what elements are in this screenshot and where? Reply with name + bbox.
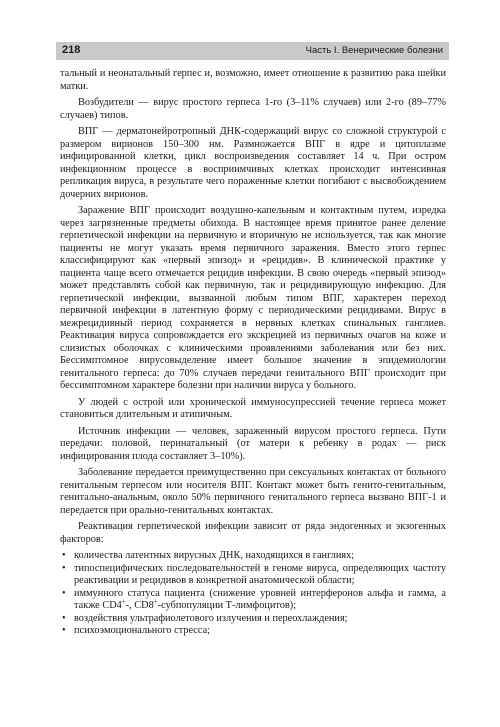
immune-text-after: -субпопуляции Т-лимфоцитов); — [157, 600, 297, 611]
immune-text-before: иммунного статуса пациента (снижение уровней интерферонов альфа и гамма, а также CD4 — [74, 587, 446, 611]
paragraph: Реактивация герпетической инфекции зависит от ряда эндогенных и экзогенных факторов: — [60, 521, 446, 545]
superscript-plus: + — [153, 597, 158, 606]
factor-list — [60, 550, 446, 638]
paragraph: тальный и неонатальный герпес и, возможно, имеет отношение к развитию рака шейки матки. — [60, 68, 446, 92]
list-item: • психоэмоционального стресса; — [60, 625, 446, 638]
page-number: 218 — [62, 44, 81, 56]
immune-text-middle: -, CD8 — [125, 600, 154, 611]
page-body — [60, 68, 446, 638]
paragraph: ВПГ — дерматонейротропный ДНК-содержащий вирус со сложной структурой с размером вирионов 150–300 нм. Размножается ВПГ в ядре и цитоплазме инфицированной клетки, цикл воспроизведения составляет 14 ч. При остром инфекционном процессе в восприимчивых клетках происходит интенсивная репликация вируса, в результате чего пораженные клетки погибают с высвобождением дочерних вирионов. — [60, 126, 446, 200]
paragraph: У людей с острой или хронической иммуносупрессией течение герпеса может становиться длительным и атипичным. — [60, 396, 446, 420]
paragraph: Возбудители — вирус простого герпеса 1-го (3–11% случаев) или 2-го (89–77% случаев) типов. — [60, 97, 446, 121]
superscript-plus: + — [121, 597, 126, 606]
chapter-title: Часть I. Венерические болезни — [305, 45, 443, 56]
list-item: • количества латентных вирусных ДНК, находящихся в ганглиях; — [60, 550, 446, 563]
paragraph: Заражение ВПГ происходит воздушно-капельным и контактным путем, изредка через загрязненные предметы обихода. В настоящее время принятое ранее деление герпетической инфекции на первичную и вторичную не используется, так как многие пациенты не могут указать время первичного заражения. Вместо этого герпес классифицируют как «первый эпизод» и «рецидив». В клинической практике у пациента чаще всего отмечается рецидив инфекции. В свою очередь «первый эпизод» может представлять собой как первичную, так и рецидивирующую инфекцию. Для герпетической инфекции, вызванной любым типом ВПГ, характерен переход первичной инфекции в латентную форму с периодическими рецидивами. Вирус в межрецидивный период сохраняется в нервных клетках спинальных ганглиев. Реактивация вируса сопровождается его экскрецией из первичных очагов на коже и слизистых оболочках с клиническими проявлениями заболевания или без них. Бессимптомное вирусовыделение имеет большое значение в эпидемиологии генитального герпеса: до 70% случаев передачи генитального ВПГ происходит при бессимптомном характере болезни при наличии вируса у больного. — [60, 205, 446, 391]
running-header — [56, 42, 449, 60]
list-item: • воздействия ультрафиолетового излучения и переохлаждения; — [60, 613, 446, 626]
paragraph: Заболевание передается преимущественно при сексуальных контактах от больного генитальным герпесом или носителя ВПГ. Контакт может быть генито-генитальным, генитально-анальным, около 50% первичного генитального герпеса вызвано ВПГ-1 и передается при орально-генитальных контактах. — [60, 467, 446, 516]
list-item — [60, 588, 446, 613]
list-item: • типоспецифических последовательностей в геноме вируса, определяющих частоту реактивации и рецидивов в конкретной анатомической области; — [60, 563, 446, 588]
paragraph: Источник инфекции — человек, зараженный вирусом простого герпеса. Пути передачи: половой, перинатальный (от матери к ребенку в родах — риск инфицирования плода составляет 3–10%). — [60, 425, 446, 462]
